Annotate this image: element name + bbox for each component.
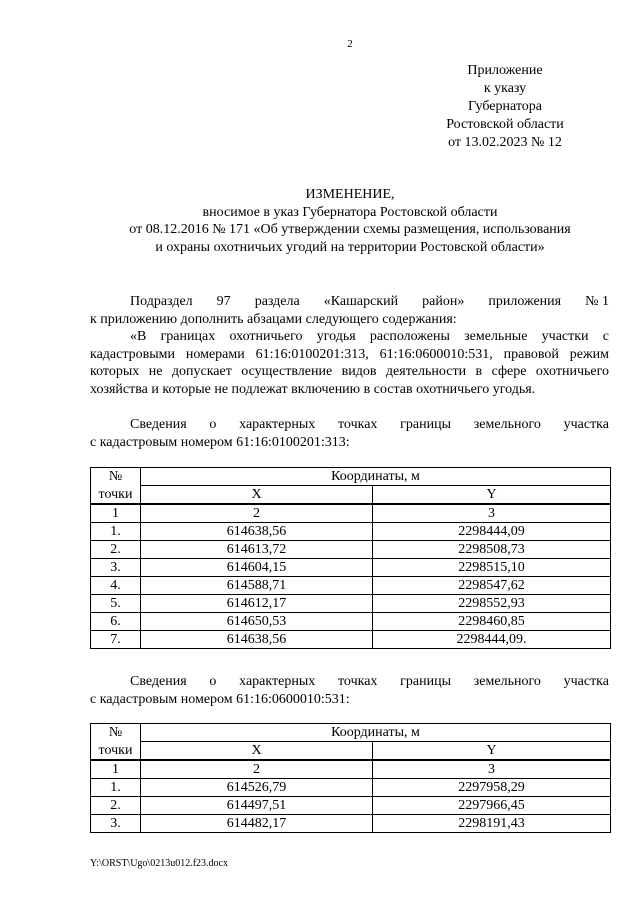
word: точках [338,417,378,432]
word: № 1 [585,294,609,309]
y-value: 2298444,09 [373,523,611,541]
header-cell: X [141,742,373,761]
appendix-line: Ростовской области [446,117,564,132]
justified-line [90,673,609,691]
file-path-footer: Y:\ORST\Ugo\0213u012.f23.docx [90,858,228,869]
table-row [91,595,611,613]
table-header-row [91,742,611,761]
word: границы [400,417,452,432]
text-line: с кадастровым номером 61:16:0600010:531: [90,691,350,707]
x-value: 614588,71 [141,577,373,595]
table-row [91,613,611,631]
y-value: 2298515,10 [373,559,611,577]
word: характерных [239,417,316,432]
coordinates-table-2 [90,723,611,833]
header-cell: X [141,486,373,505]
point-number: 1. [91,523,141,541]
table-index-row [91,760,611,779]
point-number: 3. [91,815,141,833]
table-header-row [91,486,611,505]
word: характерных [239,674,316,689]
x-value: 614497,51 [141,797,373,815]
point-number: 6. [91,613,141,631]
header-cell: точки [91,486,141,505]
x-value: 614613,72 [141,541,373,559]
word: 97 [216,294,231,309]
x-value: 614638,56 [141,523,373,541]
word: Сведения [130,417,187,432]
table-index-row [91,504,611,523]
point-number: 4. [91,577,141,595]
header-cell: 1 [91,504,141,523]
table-row [91,631,611,649]
y-value: 2298508,73 [373,541,611,559]
appendix-line: от 13.02.2023 № 12 [448,135,562,150]
word: приложения [488,294,562,309]
title-line: от 08.12.2016 № 171 «Об утверждении схемы размещения, использования [129,222,571,237]
word: участка [563,417,609,432]
section-heading-1 [90,416,609,451]
table-row [91,559,611,577]
y-value: 2298460,85 [373,613,611,631]
appendix-line: Приложение [467,63,543,78]
word: о [209,417,217,432]
document-title [90,186,610,256]
header-cell: 2 [141,504,373,523]
page-number: 2 [347,38,353,50]
y-value: 2298191,43 [373,815,611,833]
table-row [91,815,611,833]
title-line: и охраны охотничьих угодий на территории Ростовской области» [155,239,545,255]
x-value: 614650,53 [141,613,373,631]
justified-line [90,293,609,311]
section-heading-2 [90,673,609,708]
appendix-line: Губернатора [467,99,543,114]
table-row [91,797,611,815]
x-value: 614612,17 [141,595,373,613]
header-cell: 2 [141,760,373,779]
header-cell: точки [91,742,141,761]
title-line: вносимое в указ Губернатора Ростовской области [202,204,498,220]
word: точках [338,674,378,689]
word: участка [563,674,609,689]
header-cell: Координаты, м [141,724,611,742]
y-value: 2298444,09. [373,631,611,649]
word: раздела [254,294,300,309]
word: о [209,674,217,689]
y-value: 2298552,93 [373,595,611,613]
point-number: 3. [91,559,141,577]
word: район» [422,294,465,309]
header-cell: № [91,724,141,742]
header-cell: 3 [373,504,611,523]
word: Подраздел [130,294,193,309]
y-value: 2298547,62 [373,577,611,595]
header-cell: Y [373,742,611,761]
header-cell: № [91,468,141,486]
table-row [91,779,611,797]
table-header-row [91,468,611,486]
table-row [91,577,611,595]
point-number: 5. [91,595,141,613]
word: Сведения [130,674,187,689]
coordinates-table-1 [90,467,611,649]
appendix-block [420,62,590,152]
header-cell: Координаты, м [141,468,611,486]
x-value: 614604,15 [141,559,373,577]
word: земельного [473,674,541,689]
point-number: 2. [91,541,141,559]
appendix-line: к указу [483,81,527,96]
justified-line [90,416,609,434]
table-row [91,541,611,559]
header-cell: 1 [91,760,141,779]
point-number: 1. [91,779,141,797]
word: границы [400,674,452,689]
y-value: 2297966,45 [373,797,611,815]
table-header-row [91,724,611,742]
paragraph-body: «В границах охотничьего угодья расположены земельные участки с кадастровыми номерами 61:16:0100201:313, 61:16:0600010:531, правовой режим которых не допускает осуществление видов деятельности в сфере охотничьего хозяйства и которые не подлежат включению в состав охотничьего угодья. [90,329,609,397]
table-row [91,523,611,541]
word: земельного [473,417,541,432]
x-value: 614482,17 [141,815,373,833]
point-number: 2. [91,797,141,815]
x-value: 614638,56 [141,631,373,649]
title-line: ИЗМЕНЕНИЕ, [305,187,395,202]
word: «Кашарский [323,294,399,309]
header-cell: Y [373,486,611,505]
text-line: к приложению дополнить абзацами следующего содержания: [90,311,457,327]
point-number: 7. [91,631,141,649]
x-value: 614526,79 [141,779,373,797]
paragraph-intro [90,293,609,328]
header-cell: 3 [373,760,611,779]
y-value: 2297958,29 [373,779,611,797]
text-line: с кадастровым номером 61:16:0100201:313: [90,434,350,450]
